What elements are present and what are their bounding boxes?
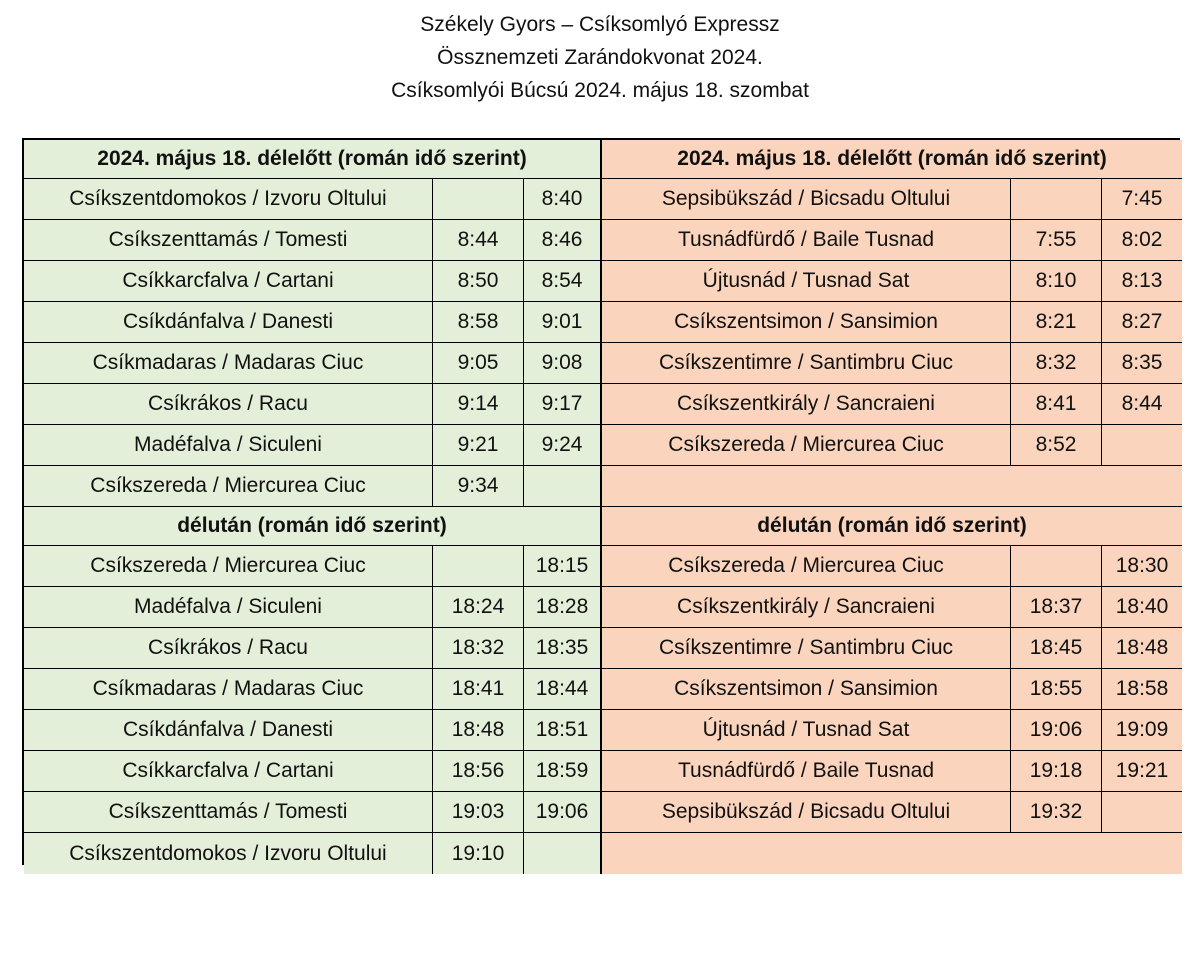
arrival-time: 19:06 bbox=[1011, 710, 1102, 751]
left-morning-header: 2024. május 18. délelőtt (román idő szerint) bbox=[24, 140, 602, 179]
arrival-time: 9:34 bbox=[433, 466, 524, 507]
departure-time: 18:35 bbox=[524, 628, 602, 669]
arrival-time: 18:55 bbox=[1011, 669, 1102, 710]
station-name: Újtusnád / Tusnad Sat bbox=[602, 710, 1011, 751]
station-name: Madéfalva / Siculeni bbox=[24, 587, 433, 628]
departure-time: 9:01 bbox=[524, 302, 602, 343]
departure-time: 18:51 bbox=[524, 710, 602, 751]
departure-time: 18:15 bbox=[524, 546, 602, 587]
arrival-time: 8:21 bbox=[1011, 302, 1102, 343]
arrival-time: 8:58 bbox=[433, 302, 524, 343]
station-name: Csíkrákos / Racu bbox=[24, 384, 433, 425]
departure-time bbox=[1102, 425, 1182, 466]
station-name: Csíkszentdomokos / Izvoru Oltului bbox=[24, 179, 433, 220]
departure-time: 18:44 bbox=[524, 669, 602, 710]
arrival-time: 19:03 bbox=[433, 792, 524, 833]
arrival-time: 18:45 bbox=[1011, 628, 1102, 669]
departure-time: 9:17 bbox=[524, 384, 602, 425]
arrival-time: 18:37 bbox=[1011, 587, 1102, 628]
departure-time: 19:21 bbox=[1102, 751, 1182, 792]
station-name: Csíkszereda / Miercurea Ciuc bbox=[24, 546, 433, 587]
departure-time: 19:06 bbox=[524, 792, 602, 833]
right-afternoon-empty-cell bbox=[602, 833, 1182, 874]
station-name: Csíkmadaras / Madaras Ciuc bbox=[24, 669, 433, 710]
arrival-time bbox=[433, 546, 524, 587]
arrival-time: 19:10 bbox=[433, 833, 524, 874]
departure-time: 18:58 bbox=[1102, 669, 1182, 710]
arrival-time: 18:56 bbox=[433, 751, 524, 792]
station-name: Madéfalva / Siculeni bbox=[24, 425, 433, 466]
departure-time bbox=[524, 833, 602, 874]
arrival-time bbox=[1011, 546, 1102, 587]
right-afternoon-header: délután (román idő szerint) bbox=[602, 507, 1182, 546]
departure-time: 8:02 bbox=[1102, 220, 1182, 261]
departure-time: 8:46 bbox=[524, 220, 602, 261]
station-name: Csíkszereda / Miercurea Ciuc bbox=[602, 546, 1011, 587]
departure-time: 8:54 bbox=[524, 261, 602, 302]
arrival-time: 8:44 bbox=[433, 220, 524, 261]
station-name: Csíkkarcfalva / Cartani bbox=[24, 751, 433, 792]
station-name: Csíkszentkirály / Sancraieni bbox=[602, 587, 1011, 628]
station-name: Csíkszenttamás / Tomesti bbox=[24, 220, 433, 261]
arrival-time: 18:24 bbox=[433, 587, 524, 628]
departure-time: 18:40 bbox=[1102, 587, 1182, 628]
arrival-time: 8:50 bbox=[433, 261, 524, 302]
arrival-time: 8:52 bbox=[1011, 425, 1102, 466]
title-line-3: Csíksomlyói Búcsú 2024. május 18. szombat bbox=[391, 79, 809, 102]
station-name: Tusnádfürdő / Baile Tusnad bbox=[602, 751, 1011, 792]
departure-time: 18:28 bbox=[524, 587, 602, 628]
arrival-time: 9:14 bbox=[433, 384, 524, 425]
arrival-time: 18:41 bbox=[433, 669, 524, 710]
station-name: Csíkdánfalva / Danesti bbox=[24, 710, 433, 751]
departure-time bbox=[1102, 792, 1182, 833]
station-name: Csíkkarcfalva / Cartani bbox=[24, 261, 433, 302]
station-name: Csíkszentimre / Santimbru Ciuc bbox=[602, 343, 1011, 384]
station-name: Csíkszereda / Miercurea Ciuc bbox=[24, 466, 433, 507]
station-name: Csíkszentimre / Santimbru Ciuc bbox=[602, 628, 1011, 669]
right-morning-empty-cell bbox=[602, 466, 1182, 507]
document-title-block bbox=[0, 8, 1200, 107]
arrival-time: 8:41 bbox=[1011, 384, 1102, 425]
departure-time: 18:30 bbox=[1102, 546, 1182, 587]
arrival-time: 9:05 bbox=[433, 343, 524, 384]
arrival-time: 8:10 bbox=[1011, 261, 1102, 302]
station-name: Csíkszenttamás / Tomesti bbox=[24, 792, 433, 833]
departure-time: 9:08 bbox=[524, 343, 602, 384]
station-name: Csíkszentsimon / Sansimion bbox=[602, 669, 1011, 710]
arrival-time bbox=[433, 179, 524, 220]
departure-time: 18:59 bbox=[524, 751, 602, 792]
arrival-time: 9:21 bbox=[433, 425, 524, 466]
arrival-time bbox=[1011, 179, 1102, 220]
station-name: Tusnádfürdő / Baile Tusnad bbox=[602, 220, 1011, 261]
arrival-time: 18:48 bbox=[433, 710, 524, 751]
station-name: Csíkszentdomokos / Izvoru Oltului bbox=[24, 833, 433, 874]
timetable bbox=[22, 138, 1180, 865]
arrival-time: 19:32 bbox=[1011, 792, 1102, 833]
station-name: Csíkszentsimon / Sansimion bbox=[602, 302, 1011, 343]
departure-time: 9:24 bbox=[524, 425, 602, 466]
departure-time: 18:48 bbox=[1102, 628, 1182, 669]
title-line-2: Össznemzeti Zarándokvonat 2024. bbox=[437, 46, 763, 69]
arrival-time: 19:18 bbox=[1011, 751, 1102, 792]
departure-time: 8:27 bbox=[1102, 302, 1182, 343]
departure-time: 8:13 bbox=[1102, 261, 1182, 302]
right-morning-header: 2024. május 18. délelőtt (román idő szerint) bbox=[602, 140, 1182, 179]
arrival-time: 7:55 bbox=[1011, 220, 1102, 261]
departure-time: 7:45 bbox=[1102, 179, 1182, 220]
station-name: Újtusnád / Tusnad Sat bbox=[602, 261, 1011, 302]
left-afternoon-header: délután (román idő szerint) bbox=[24, 507, 602, 546]
departure-time: 8:44 bbox=[1102, 384, 1182, 425]
station-name: Sepsibükszád / Bicsadu Oltului bbox=[602, 792, 1011, 833]
station-name: Csíkszentkirály / Sancraieni bbox=[602, 384, 1011, 425]
station-name: Csíkdánfalva / Danesti bbox=[24, 302, 433, 343]
station-name: Csíkmadaras / Madaras Ciuc bbox=[24, 343, 433, 384]
departure-time: 8:40 bbox=[524, 179, 602, 220]
departure-time: 8:35 bbox=[1102, 343, 1182, 384]
departure-time bbox=[524, 466, 602, 507]
arrival-time: 8:32 bbox=[1011, 343, 1102, 384]
departure-time: 19:09 bbox=[1102, 710, 1182, 751]
station-name: Csíkszereda / Miercurea Ciuc bbox=[602, 425, 1011, 466]
title-line-1: Székely Gyors – Csíksomlyó Expressz bbox=[420, 13, 780, 36]
arrival-time: 18:32 bbox=[433, 628, 524, 669]
station-name: Sepsibükszád / Bicsadu Oltului bbox=[602, 179, 1011, 220]
station-name: Csíkrákos / Racu bbox=[24, 628, 433, 669]
